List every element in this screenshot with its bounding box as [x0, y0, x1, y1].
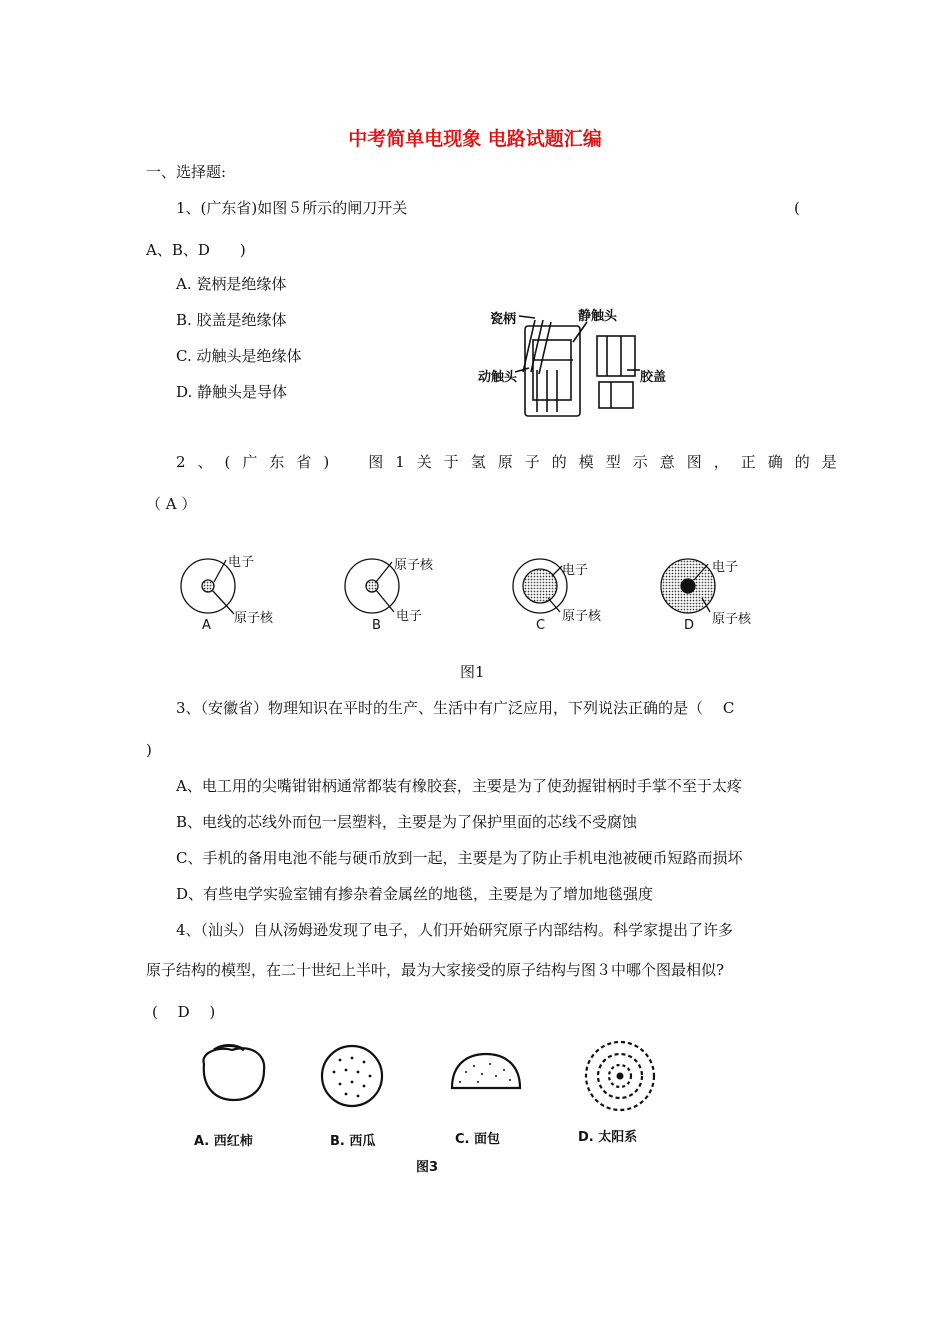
q1-answer: A、B、D )	[146, 241, 246, 259]
q3-option-c: C、手机的备用电池不能与硬币放到一起，主要是为了防止手机电池被硬币短路而损坏	[176, 849, 743, 867]
model-c-letter: C	[536, 618, 546, 633]
model-a-electron-label: 电子	[228, 555, 255, 570]
label-handle: 瓷柄	[490, 312, 517, 327]
q4-answer: ( D )	[152, 1003, 216, 1021]
q2-stem: 2、(广东省) 图1关于氢原子的模型示意图，正确的是	[176, 453, 849, 471]
q3-stem-end: )	[146, 741, 152, 759]
q1-paren: (	[794, 199, 800, 217]
model-b-nucleus-label: 原子核	[394, 558, 434, 573]
q1-option-d: D. 静触头是导体	[176, 383, 288, 401]
label-cover: 胶盖	[640, 370, 667, 385]
fig3-label-a: A. 西红柿	[194, 1134, 253, 1149]
q4-line-2: 原子结构的模型，在二十世纪上半叶，最为大家接受的原子结构与图３中哪个图最相似?	[146, 961, 725, 979]
page-title: 中考简单电现象 电路试题汇编	[348, 128, 602, 150]
figure-3-caption: 图3	[416, 1160, 439, 1175]
model-a-nucleus-label: 原子核	[234, 611, 274, 626]
q3-option-a: A、电工用的尖嘴钳钳柄通常都装有橡胶套，主要是为了使劲握钳柄时手掌不至于太疼	[176, 777, 742, 795]
model-d-electron-label: 电子	[712, 560, 739, 575]
model-a-letter: A	[202, 618, 211, 633]
section-heading: 一、选择题:	[146, 163, 227, 181]
q1-stem: 1、(广东省)如图５所示的闸刀开关	[176, 199, 408, 217]
atom-models-figure	[190, 1038, 670, 1134]
q4-line-1: 4、（汕头）自从汤姆逊发现了电子，人们开始研究原子内部结构。科学家提出了许多	[176, 921, 734, 939]
q3-stem: 3、（安徽省）物理知识在平时的生产、生活中有广泛应用，下列说法正确的是（ C	[176, 699, 735, 717]
q2-answer: （ A ）	[146, 495, 197, 513]
fig3-label-d: D. 太阳系	[578, 1130, 638, 1145]
q1-option-a: A. 瓷柄是绝缘体	[176, 275, 287, 293]
figure-1-caption: 图1	[460, 663, 485, 681]
fig3-label-c: C. 面包	[455, 1132, 501, 1147]
model-d-letter: D	[684, 618, 695, 633]
model-b-letter: B	[372, 618, 381, 633]
model-c-nucleus-label: 原子核	[562, 609, 602, 624]
q1-option-b: B. 胶盖是绝缘体	[176, 311, 287, 329]
label-static-contact: 静触头	[578, 309, 618, 324]
label-moving-contact: 动触头	[478, 370, 518, 385]
model-d-nucleus-label: 原子核	[712, 612, 752, 627]
fig3-label-b: B. 西瓜	[330, 1134, 376, 1149]
model-b-electron-label: 电子	[396, 609, 423, 624]
q1-option-c: C. 动触头是绝缘体	[176, 347, 302, 365]
model-c-electron-label: 电子	[562, 563, 589, 578]
q3-option-d: D、有些电学实验室铺有掺杂着金属丝的地毯，主要是为了增加地毯强度	[176, 885, 654, 903]
q3-option-b: B、电线的芯线外而包一层塑料，主要是为了保护里面的芯线不受腐蚀	[176, 813, 638, 831]
